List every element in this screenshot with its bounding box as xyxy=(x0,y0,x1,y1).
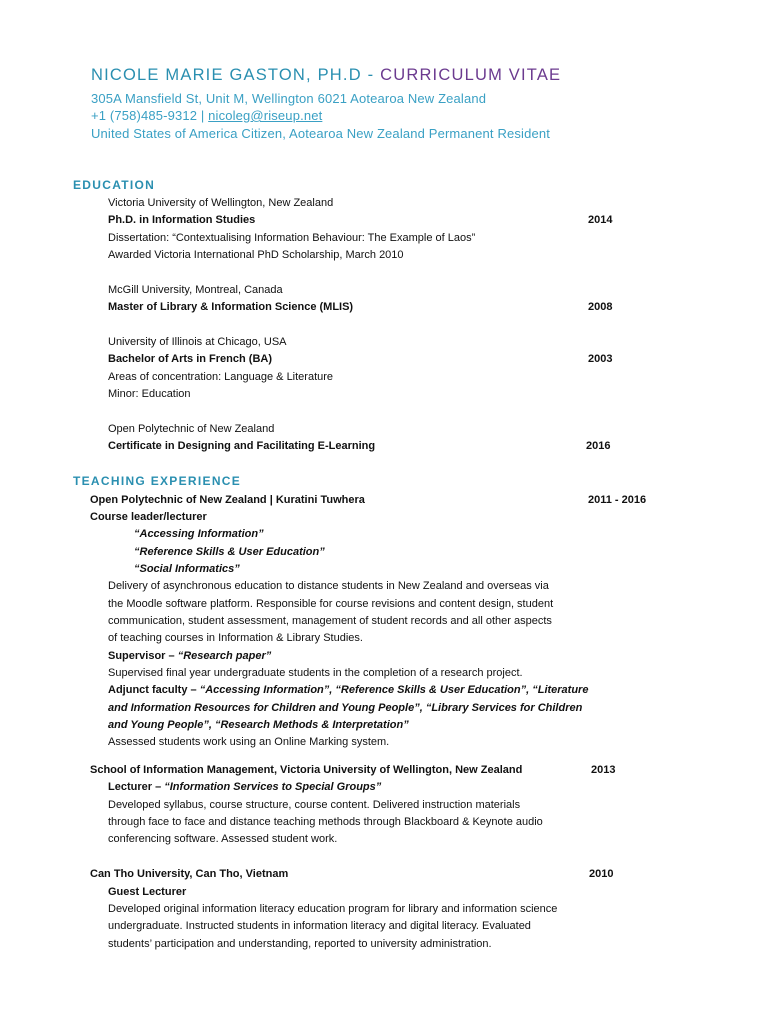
role-description: through face to face and distance teaching methods through Blackboard & Keynote audio xyxy=(108,816,543,828)
edu-degree: Ph.D. in Information Studies xyxy=(108,214,256,226)
role-title: Course leader/lecturer xyxy=(90,511,207,523)
role-title: Guest Lecturer xyxy=(108,886,187,898)
person-name: NICOLE MARIE GASTON, PH.D xyxy=(91,66,362,84)
employment-years: 2013 xyxy=(591,764,616,776)
role-description: Delivery of asynchronous education to distance students in New Zealand and overseas via xyxy=(108,580,549,592)
role-description: communication, student assessment, management of student records and all other aspects xyxy=(108,615,552,627)
email-link[interactable]: nicoleg@riseup.net xyxy=(208,108,323,123)
role-description: the Moodle software platform. Responsible for course revisions and content design, student xyxy=(108,598,554,610)
phone-email-line xyxy=(91,108,322,123)
adjunct-line xyxy=(108,684,588,696)
employment-years: 2010 xyxy=(589,868,614,880)
edu-institution: Open Polytechnic of New Zealand xyxy=(108,423,275,435)
edu-year: 2008 xyxy=(588,301,613,313)
cv-title xyxy=(91,66,561,85)
role-description: conferencing software. Assessed student work. xyxy=(108,833,338,845)
role-description: students’ participation and understanding, reported to university administration. xyxy=(108,938,492,950)
supervisor-description: Supervised final year undergraduate students in the completion of a research project. xyxy=(108,667,523,679)
teaching-heading: TEACHING EXPERIENCE xyxy=(73,474,242,488)
adjunct-label: Adjunct faculty – xyxy=(108,684,200,696)
role-line xyxy=(108,781,381,793)
employer-title: Open Polytechnic of New Zealand | Kuratini Tuwhera xyxy=(90,494,365,506)
edu-detail: Areas of concentration: Language & Literature xyxy=(108,371,334,383)
adjunct-courses: “Accessing Information”, “Reference Skills & User Education”, “Literature xyxy=(199,684,589,696)
role-description: Developed original information literacy education program for library and information science xyxy=(108,903,558,915)
supervisor-line xyxy=(108,650,271,662)
adjunct-courses: and Information Resources for Children and Young People”, “Library Services for Children xyxy=(108,702,583,714)
citizenship: United States of America Citizen, Aotearoa New Zealand Permanent Resident xyxy=(91,126,550,141)
title-separator: - xyxy=(361,66,381,84)
employment-years: 2011 - 2016 xyxy=(588,494,647,506)
edu-institution: McGill University, Montreal, Canada xyxy=(108,284,283,296)
supervisor-course: “Research paper” xyxy=(177,650,272,662)
role-description: Developed syllabus, course structure, course content. Delivered instruction materials xyxy=(108,799,521,811)
role-course: “Information Services to Special Groups” xyxy=(164,781,382,793)
edu-detail: Dissertation: “Contextualising Information Behaviour: The Example of Laos” xyxy=(108,232,476,244)
edu-detail: Minor: Education xyxy=(108,388,191,400)
edu-degree: Certificate in Designing and Facilitating E-Learning xyxy=(108,440,376,452)
edu-year: 2014 xyxy=(588,214,613,226)
edu-year: 2003 xyxy=(588,353,613,365)
phone: +1 (758)485-9312 | xyxy=(91,108,209,123)
employer-title: School of Information Management, Victoria University of Wellington, New Zealand xyxy=(90,764,523,776)
document-title: CURRICULUM VITAE xyxy=(380,66,562,84)
course-name: “Accessing Information” xyxy=(134,528,264,540)
employer-title: Can Tho University, Can Tho, Vietnam xyxy=(90,868,289,880)
role-description: of teaching courses in Information & Library Studies. xyxy=(108,632,363,644)
edu-detail: Awarded Victoria International PhD Scholarship, March 2010 xyxy=(108,249,404,261)
course-name: “Social Informatics” xyxy=(134,563,240,575)
course-name: “Reference Skills & User Education” xyxy=(134,546,325,558)
adjunct-courses: and Young People”, “Research Methods & Interpretation” xyxy=(108,719,409,731)
address: 305A Mansfield St, Unit M, Wellington 6021 Aotearoa New Zealand xyxy=(91,91,487,106)
edu-degree: Bachelor of Arts in French (BA) xyxy=(108,353,272,365)
supervisor-label: Supervisor – xyxy=(108,650,178,662)
edu-degree: Master of Library & Information Science (MLIS) xyxy=(108,301,354,313)
adjunct-description: Assessed students work using an Online Marking system. xyxy=(108,736,390,748)
role-title: Lecturer – xyxy=(108,781,165,793)
edu-year: 2016 xyxy=(586,440,611,452)
education-heading: EDUCATION xyxy=(73,178,156,192)
role-description: undergraduate. Instructed students in information literacy and digital literacy. Evaluated xyxy=(108,920,531,932)
edu-institution: Victoria University of Wellington, New Zealand xyxy=(108,197,334,209)
edu-institution: University of Illinois at Chicago, USA xyxy=(108,336,287,348)
